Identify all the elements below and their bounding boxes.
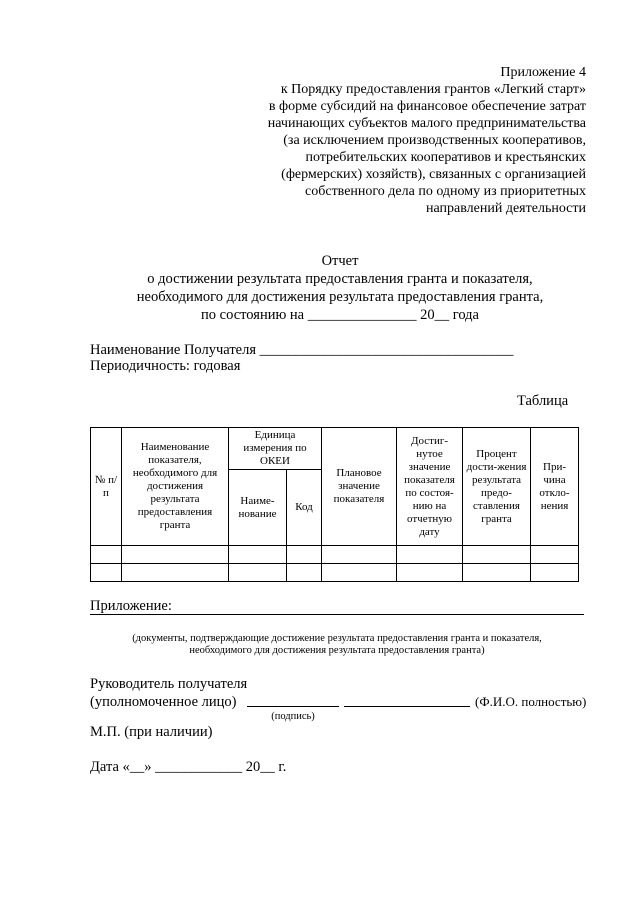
attachments-line — [90, 614, 584, 615]
signature-note: (подпись) — [271, 711, 315, 722]
table-cell — [531, 546, 579, 564]
table-cell — [122, 546, 229, 564]
table-label: Таблица — [517, 393, 569, 409]
header-unit-group: Единица измерения по ОКЕИ — [229, 428, 322, 470]
periodicity: Периодичность: годовая — [90, 358, 241, 374]
appendix-line: (за исключением производственных кооперативов, — [283, 133, 586, 148]
header-indicator-name: Наименование показателя, необходимого для достижения результата предоставления гранта — [122, 428, 229, 546]
appendix-line: направлений деятельности — [426, 201, 586, 216]
table-cell — [229, 564, 287, 582]
appendix-line: начинающих субъектов малого предпринимательства — [267, 116, 586, 131]
table-cell — [287, 564, 322, 582]
table-cell — [463, 546, 531, 564]
fio-label: (Ф.И.О. полностью) — [475, 694, 587, 709]
fio-line — [344, 706, 470, 707]
report-subtitle-line: по состоянию на _______________ 20__ года — [201, 307, 479, 323]
report-title-block — [0, 252, 640, 324]
date-field: Дата «__» ____________ 20__ г. — [90, 759, 287, 775]
table-cell — [463, 564, 531, 582]
header-unit-code: Код — [287, 470, 322, 546]
header-num: № п/п — [91, 428, 122, 546]
header-planned: Плановое значение показателя — [322, 428, 397, 546]
table-cell — [91, 546, 122, 564]
table-cell — [91, 564, 122, 582]
signature-line — [247, 706, 339, 707]
attachments-note-line2: необходимого для достижения результата предоставления гранта) — [189, 645, 485, 656]
report-table — [90, 427, 579, 582]
appendix-line: Приложение 4 — [500, 65, 586, 80]
report-title: Отчет — [321, 253, 359, 269]
appendix-line: к Порядку предоставления грантов «Легкий старт» — [280, 82, 586, 97]
table-cell — [322, 564, 397, 582]
appendix-header — [166, 64, 586, 217]
head-label: Руководитель получателя — [90, 676, 248, 692]
table-row — [91, 546, 579, 564]
report-subtitle-line: необходимого для достижения результата предоставления гранта, — [136, 289, 544, 305]
header-reason: При-чина откло-нения — [531, 428, 579, 546]
report-subtitle-line: о достижении результата предоставления гранта и показателя, — [147, 271, 533, 287]
stamp-label: М.П. (при наличии) — [90, 724, 213, 740]
recipient-name-field: Наименование Получателя ___________________________________ — [90, 342, 514, 358]
table-cell — [122, 564, 229, 582]
table-cell — [397, 546, 463, 564]
table-row — [91, 564, 579, 582]
appendix-line: (фермерских) хозяйств), связанных с организацией — [281, 167, 586, 182]
table-cell — [287, 546, 322, 564]
appendix-line: собственного дела по одному из приоритетных — [305, 184, 586, 199]
table-cell — [531, 564, 579, 582]
table-cell — [322, 546, 397, 564]
appendix-line: в форме субсидий на финансовое обеспечение затрат — [268, 99, 586, 114]
attachments-note-line1: (документы, подтверждающие достижение результата предоставления гранта и показателя, — [132, 633, 542, 644]
header-achieved: Достиг-нутое значение показателя по состоя-нию на отчетную дату — [397, 428, 463, 546]
table-cell — [229, 546, 287, 564]
attachments-label: Приложение: — [90, 598, 172, 614]
header-unit-name: Наиме-нование — [229, 470, 287, 546]
table-cell — [397, 564, 463, 582]
header-percent: Процент дости-жения результата предо-ставления гранта — [463, 428, 531, 546]
authorized-person-label: (уполномоченное лицо) — [90, 694, 237, 710]
appendix-line: потребительских кооперативов и крестьянских — [305, 150, 586, 165]
